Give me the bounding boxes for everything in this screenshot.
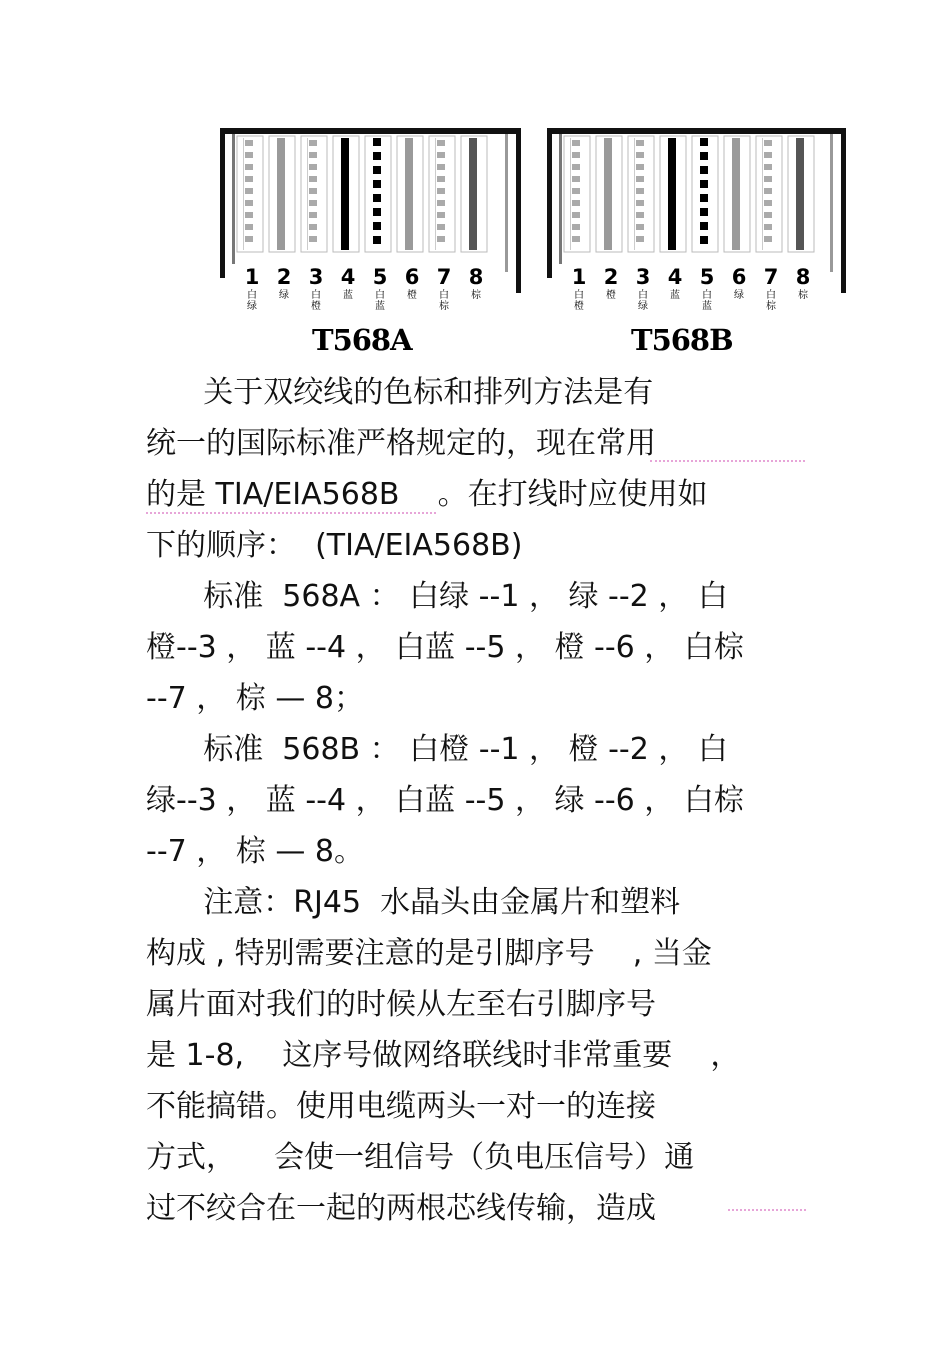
wire-slot [628,136,654,252]
wire-slot [692,136,718,252]
wire-slot [397,136,423,252]
pin-color-label: 蓝 [343,290,353,301]
pin-color-label: 橙 [407,290,417,301]
wire-slot [461,136,487,252]
text-line: 方式， 会使一组信号（负电压信号）通 [146,1140,695,1175]
text-line: 的是 TIA/EIA568B 。在打线时应使用如 [146,477,708,512]
text-line: --7 ， 棕 — 8。 [146,834,364,869]
pin-number: 6 [731,265,747,289]
pin-color-label: 绿 [734,290,744,301]
pin-number: 1 [571,265,587,289]
text-line: --7 ， 棕 — 8； [146,681,364,716]
text-line: 不能搞错。使用电缆两头一对一的连接 [146,1089,656,1124]
pin-color-label: 白 棕 [439,290,449,312]
pin-number: 2 [276,265,292,289]
text-line: 属片面对我们的时候从左至右引脚序号 [146,987,656,1022]
text-line: 标准 568A ： 白绿 --1 ， 绿 --2 ， 白 [146,579,728,614]
wire-slot [365,136,391,252]
text-line: 标准 568B ： 白橙 --1 ， 橙 --2 ， 白 [146,732,728,767]
spellcheck-underline [146,512,436,514]
standard-label: T568A [312,323,412,357]
pin-color-label: 白 绿 [638,290,648,312]
text-line: 橙--3 ， 蓝 --4 ， 白蓝 --5 ， 橙 --6 ， 白棕 [146,630,744,665]
pin-number: 4 [340,265,356,289]
wire-slot [333,136,359,252]
text-line: 是 1-8, 这序号做网络联线时非常重要 ， [146,1038,741,1073]
t568a-connector-diagram [218,126,523,356]
text-line: 绿--3 ， 蓝 --4 ， 白蓝 --5 ， 绿 --6 ， 白棕 [146,783,744,818]
pin-number: 1 [244,265,260,289]
pin-color-label: 蓝 [670,290,680,301]
connector-outline [218,126,523,356]
wire-slot [724,136,750,252]
pin-number: 6 [404,265,420,289]
pin-color-label: 白 蓝 [375,290,385,312]
wire-slot [564,136,590,252]
text-line: 统一的国际标准严格规定的，现在常用 [146,426,656,461]
pin-color-label: 棕 [798,290,808,301]
spellcheck-underline [728,1209,806,1211]
wire-slot [596,136,622,252]
pin-number: 8 [468,265,484,289]
text-line: 过不绞合在一起的两根芯线传输，造成 [146,1191,656,1226]
pin-number: 3 [308,265,324,289]
wire-slot [269,136,295,252]
pin-number: 8 [795,265,811,289]
pin-number: 7 [763,265,779,289]
pin-number: 5 [372,265,388,289]
pin-color-label: 白 绿 [247,290,257,312]
pin-number: 4 [667,265,683,289]
wire-slot [301,136,327,252]
wire-slot [756,136,782,252]
pin-number: 5 [699,265,715,289]
pin-color-label: 棕 [471,290,481,301]
pin-color-label: 白 橙 [311,290,321,312]
spellcheck-underline [650,460,805,462]
text-line: 构成 , 特别需要注意的是引脚序号 , 当金 [146,936,712,971]
pin-color-label: 绿 [279,290,289,301]
wire-slot [429,136,455,252]
pin-number: 2 [603,265,619,289]
text-line: 注意：RJ45 水晶头由金属片和塑料 [146,885,681,920]
wire-slot [788,136,814,252]
wire-slot [237,136,263,252]
standard-label: T568B [631,323,733,357]
pin-color-label: 橙 [606,290,616,301]
connector-outline [545,126,848,356]
t568b-connector-diagram [545,126,848,356]
pin-color-label: 白 蓝 [702,290,712,312]
text-line: 关于双绞线的色标和排列方法是有 [146,375,654,410]
wire-slot [660,136,686,252]
pin-color-label: 白 橙 [574,290,584,312]
pin-color-label: 白 棕 [766,290,776,312]
pin-number: 7 [436,265,452,289]
pin-number: 3 [635,265,651,289]
text-line: 下的顺序： (TIA/EIA568B) [146,528,523,563]
